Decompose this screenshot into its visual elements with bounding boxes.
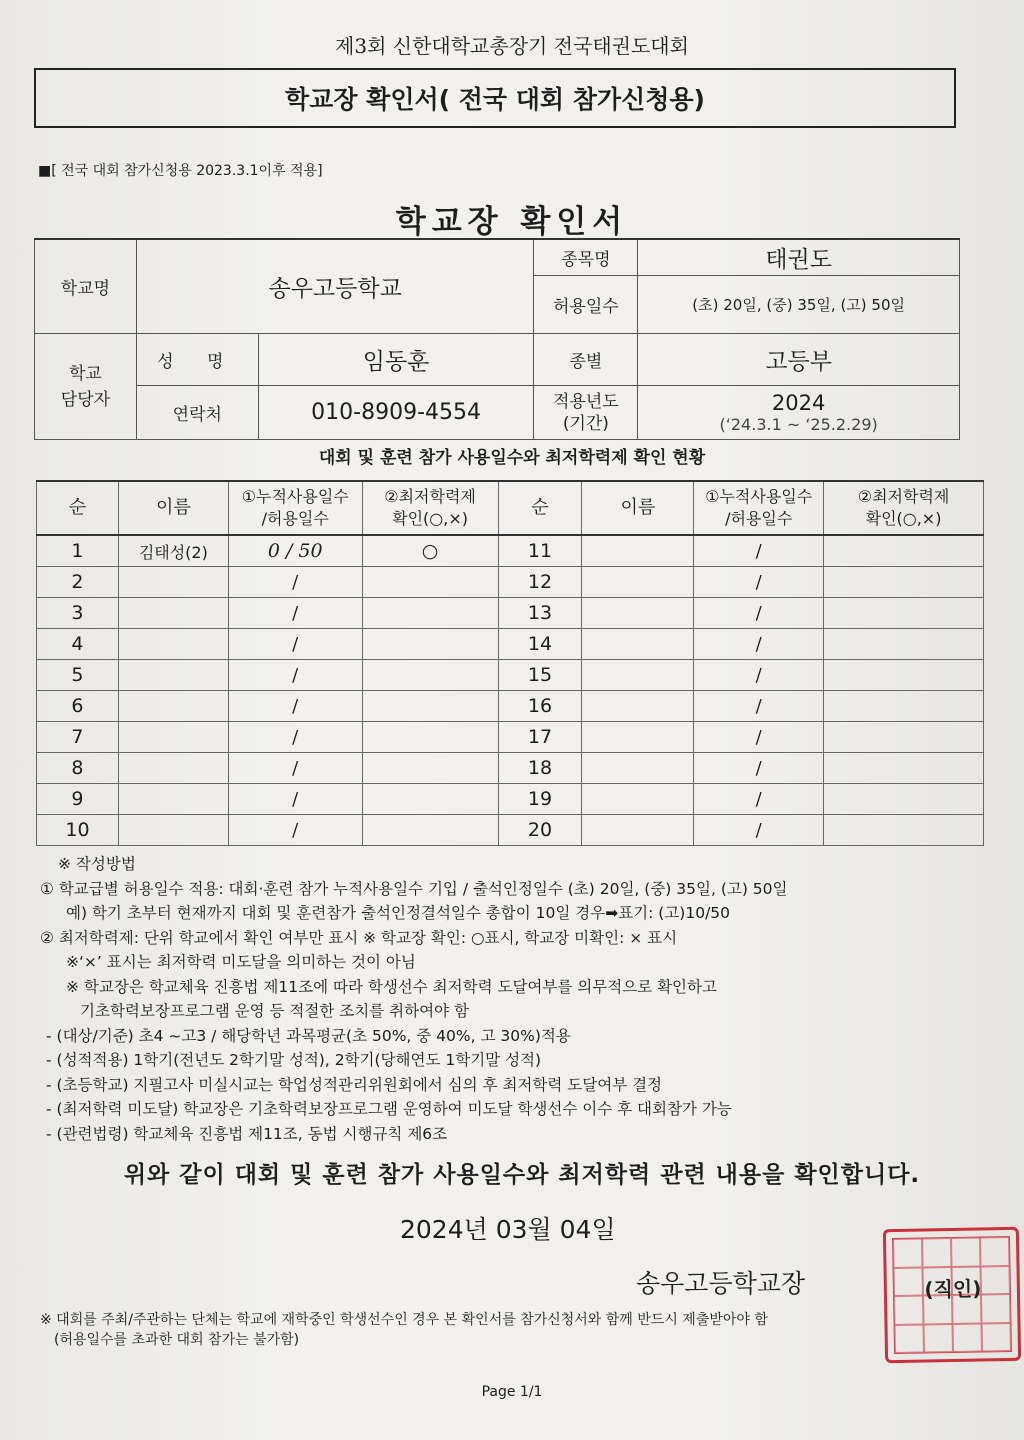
- allowed-days-label: 허용일수: [534, 276, 638, 334]
- student-name: [582, 784, 694, 815]
- student-name: [118, 815, 228, 846]
- student-name: [118, 722, 228, 753]
- student-name: [582, 691, 694, 722]
- student-name: [118, 784, 228, 815]
- cumulative-days: /: [228, 629, 362, 660]
- note-item: 예) 학기 초부터 현재까지 대회 및 훈련참가 출석인정결석일수 총합이 10일 경우➡표기: (고)10/50: [66, 904, 731, 922]
- row-number: 7: [37, 722, 119, 753]
- row-number: 9: [37, 784, 119, 815]
- row-number: 18: [498, 753, 582, 784]
- division-label: 종별: [534, 334, 638, 386]
- academic-check: [362, 567, 498, 598]
- row-number: 8: [37, 753, 119, 784]
- table-row: [37, 660, 984, 691]
- form-applicability-note: ■[ 전국 대회 참가신청용 2023.3.1이후 적용]: [38, 163, 323, 179]
- academic-check: [362, 722, 498, 753]
- form-title: 학교장 확인서( 전국 대회 참가신청용): [285, 85, 705, 114]
- cumulative-days: /: [228, 722, 362, 753]
- note-item: 기초학력보장프로그램 운영 등 적절한 조치를 취하여야 함: [80, 1002, 469, 1020]
- division-value: 고등부: [638, 334, 960, 386]
- academic-check: [824, 722, 984, 753]
- academic-check: [362, 660, 498, 691]
- year-value: 2024: [771, 391, 826, 415]
- academic-check: [824, 629, 984, 660]
- notes-heading: ※ 작성방법: [58, 855, 136, 873]
- academic-check: [824, 784, 984, 815]
- event-name: 제3회 신한대학교총장기 전국태권도대회: [335, 34, 689, 58]
- student-name: [118, 691, 228, 722]
- cumulative-days: /: [694, 660, 824, 691]
- school-info-table: [34, 238, 960, 440]
- name-value: 임동훈: [258, 334, 534, 386]
- row-number: 12: [498, 567, 582, 598]
- row-number: 1: [37, 535, 119, 567]
- student-name: [582, 660, 694, 691]
- cumulative-days: /: [694, 598, 824, 629]
- academic-check: [824, 660, 984, 691]
- row-number: 20: [498, 815, 582, 846]
- header-academic: ②최저학력제 확인(○,×): [824, 481, 984, 535]
- row-number: 10: [37, 815, 119, 846]
- footer-line: (허용일수를 초과한 대회 참가는 불가함): [54, 1332, 300, 1348]
- phone-value: 010-8909-4554: [258, 386, 534, 440]
- table-row: [37, 598, 984, 629]
- student-name: [582, 535, 694, 567]
- cumulative-days: /: [694, 784, 824, 815]
- usage-table-header: [37, 481, 984, 535]
- header-academic: ②최저학력제 확인(○,×): [362, 481, 498, 535]
- row-number: 15: [498, 660, 582, 691]
- year-label: 적용년도 (기간): [534, 386, 638, 440]
- row-number: 19: [498, 784, 582, 815]
- row-number: 11: [498, 535, 582, 567]
- row-number: 16: [498, 691, 582, 722]
- academic-check: ○: [362, 535, 498, 567]
- cumulative-days: /: [694, 535, 824, 567]
- table-row: [37, 784, 984, 815]
- note-item: ② 최저학력제: 단위 학교에서 확인 여부만 표시 ※ 학교장 확인: ○표시, 학교장 미확인: × 표시: [40, 928, 678, 947]
- header-no: 순: [37, 481, 119, 535]
- header-name: 이름: [582, 481, 694, 535]
- table-row: [37, 629, 984, 660]
- cumulative-days: /: [694, 753, 824, 784]
- academic-check: [824, 691, 984, 722]
- document-subtitle: 학교장 확인서: [395, 204, 629, 240]
- sport-label: 종목명: [534, 239, 638, 276]
- note-item: - (최저학력 미도달) 학교장은 기초학력보장프로그램 운영하여 미도달 학생선수 이수 후 대회참가 가능: [46, 1100, 732, 1118]
- table-row: [37, 815, 984, 846]
- student-name: [582, 567, 694, 598]
- usage-table-title: 대회 및 훈련 참가 사용일수와 최저학력제 확인 현황: [318, 448, 706, 468]
- academic-check: [824, 753, 984, 784]
- cumulative-days: /: [228, 815, 362, 846]
- student-name: [118, 753, 228, 784]
- note-item: - (성적적용) 1학기(전년도 2학기말 성적), 2학기(당해연도 1학기말 성적): [46, 1051, 542, 1069]
- student-name: [118, 629, 228, 660]
- sport-value: 태권도: [638, 239, 960, 276]
- year-cell: [638, 386, 960, 440]
- principal-signature: 송우고등학교장: [636, 1269, 806, 1298]
- cumulative-days: /: [228, 753, 362, 784]
- table-row: [37, 567, 984, 598]
- cumulative-days: /: [228, 567, 362, 598]
- cumulative-days: 0 / 50: [228, 535, 362, 567]
- cumulative-days: /: [228, 784, 362, 815]
- row-number: 4: [37, 629, 119, 660]
- student-name: [118, 660, 228, 691]
- row-number: 13: [498, 598, 582, 629]
- name-label: 성 명: [136, 334, 258, 386]
- note-item: ① 학교급별 허용일수 적용: 대회·훈련 참가 누적사용일수 기입 / 출석인정일수 (초) 20일, (중) 35일, (고) 50일: [40, 879, 788, 898]
- row-number: 3: [37, 598, 119, 629]
- seal-label: (직인): [924, 1276, 982, 1302]
- header-days: ①누적사용일수 /허용일수: [694, 481, 824, 535]
- cumulative-days: /: [694, 629, 824, 660]
- table-row: [37, 691, 984, 722]
- writing-instructions: [40, 852, 980, 1146]
- student-name: [118, 567, 228, 598]
- row-number: 14: [498, 629, 582, 660]
- student-name: [582, 753, 694, 784]
- row-number: 5: [37, 660, 119, 691]
- header-name: 이름: [118, 481, 228, 535]
- row-number: 6: [37, 691, 119, 722]
- footer-line: ※ 대회를 주최/주관하는 단체는 학교에 재학중인 학생선수인 경우 본 확인서를 참가신청서와 함께 반드시 제출받아야 함: [40, 1312, 768, 1328]
- row-number: 2: [37, 567, 119, 598]
- page-number: Page 1/1: [481, 1384, 543, 1400]
- period-value: (‘24.3.1 ~ ‘25.2.29): [719, 415, 878, 434]
- academic-check: [362, 629, 498, 660]
- table-row: [37, 753, 984, 784]
- academic-check: [824, 598, 984, 629]
- allowed-days-value: (초) 20일, (중) 35일, (고) 50일: [638, 276, 960, 334]
- academic-check: [362, 815, 498, 846]
- note-item: ※‘×’ 표시는 최저학력 미도달을 의미하는 것이 아님: [66, 953, 416, 971]
- form-title-box: [34, 68, 956, 128]
- cumulative-days: /: [228, 691, 362, 722]
- student-name: [582, 629, 694, 660]
- confirmation-statement: 위와 같이 대회 및 훈련 참가 사용일수와 최저학력 관련 내용을 확인합니다.: [123, 1162, 921, 1188]
- academic-check: [824, 535, 984, 567]
- academic-check: [362, 753, 498, 784]
- cumulative-days: /: [694, 691, 824, 722]
- footer-note: [40, 1310, 1020, 1350]
- student-name: 김태성(2): [118, 535, 228, 567]
- student-name: [582, 598, 694, 629]
- header-no: 순: [498, 481, 582, 535]
- school-value: 송우고등학교: [136, 239, 534, 334]
- student-name: [582, 722, 694, 753]
- academic-check: [362, 784, 498, 815]
- academic-check: [362, 598, 498, 629]
- note-item: - (초등학교) 지필고사 미실시교는 학업성적관리위원회에서 심의 후 최저학력 도달여부 결정: [46, 1075, 663, 1094]
- student-name: [118, 598, 228, 629]
- row-number: 17: [498, 722, 582, 753]
- header-days: ①누적사용일수 /허용일수: [228, 481, 362, 535]
- student-name: [582, 815, 694, 846]
- cumulative-days: /: [228, 598, 362, 629]
- note-item: - (관련법령) 학교체육 진흥법 제11조, 동법 시행규칙 제6조: [46, 1124, 448, 1143]
- usage-table: [36, 480, 984, 846]
- note-item: - (대상/기준) 초4 ~고3 / 해당학년 과목평균(초 50%, 중 40%, 고 30%)적용: [46, 1026, 571, 1045]
- table-row: [37, 535, 984, 567]
- phone-label: 연락처: [136, 386, 258, 440]
- academic-check: [824, 567, 984, 598]
- cumulative-days: /: [694, 722, 824, 753]
- school-label: 학교명: [35, 239, 137, 334]
- table-row: [37, 722, 984, 753]
- note-item: ※ 학교장은 학교체육 진흥법 제11조에 따라 학생선수 최저학력 도달여부를 의무적으로 확인하고: [66, 977, 717, 996]
- cumulative-days: /: [694, 567, 824, 598]
- cumulative-days: /: [694, 815, 824, 846]
- cumulative-days: /: [228, 660, 362, 691]
- academic-check: [824, 815, 984, 846]
- contact-person-label: 학교 담당자: [35, 334, 137, 440]
- issue-date: 2024년 03월 04일: [400, 1215, 616, 1244]
- academic-check: [362, 691, 498, 722]
